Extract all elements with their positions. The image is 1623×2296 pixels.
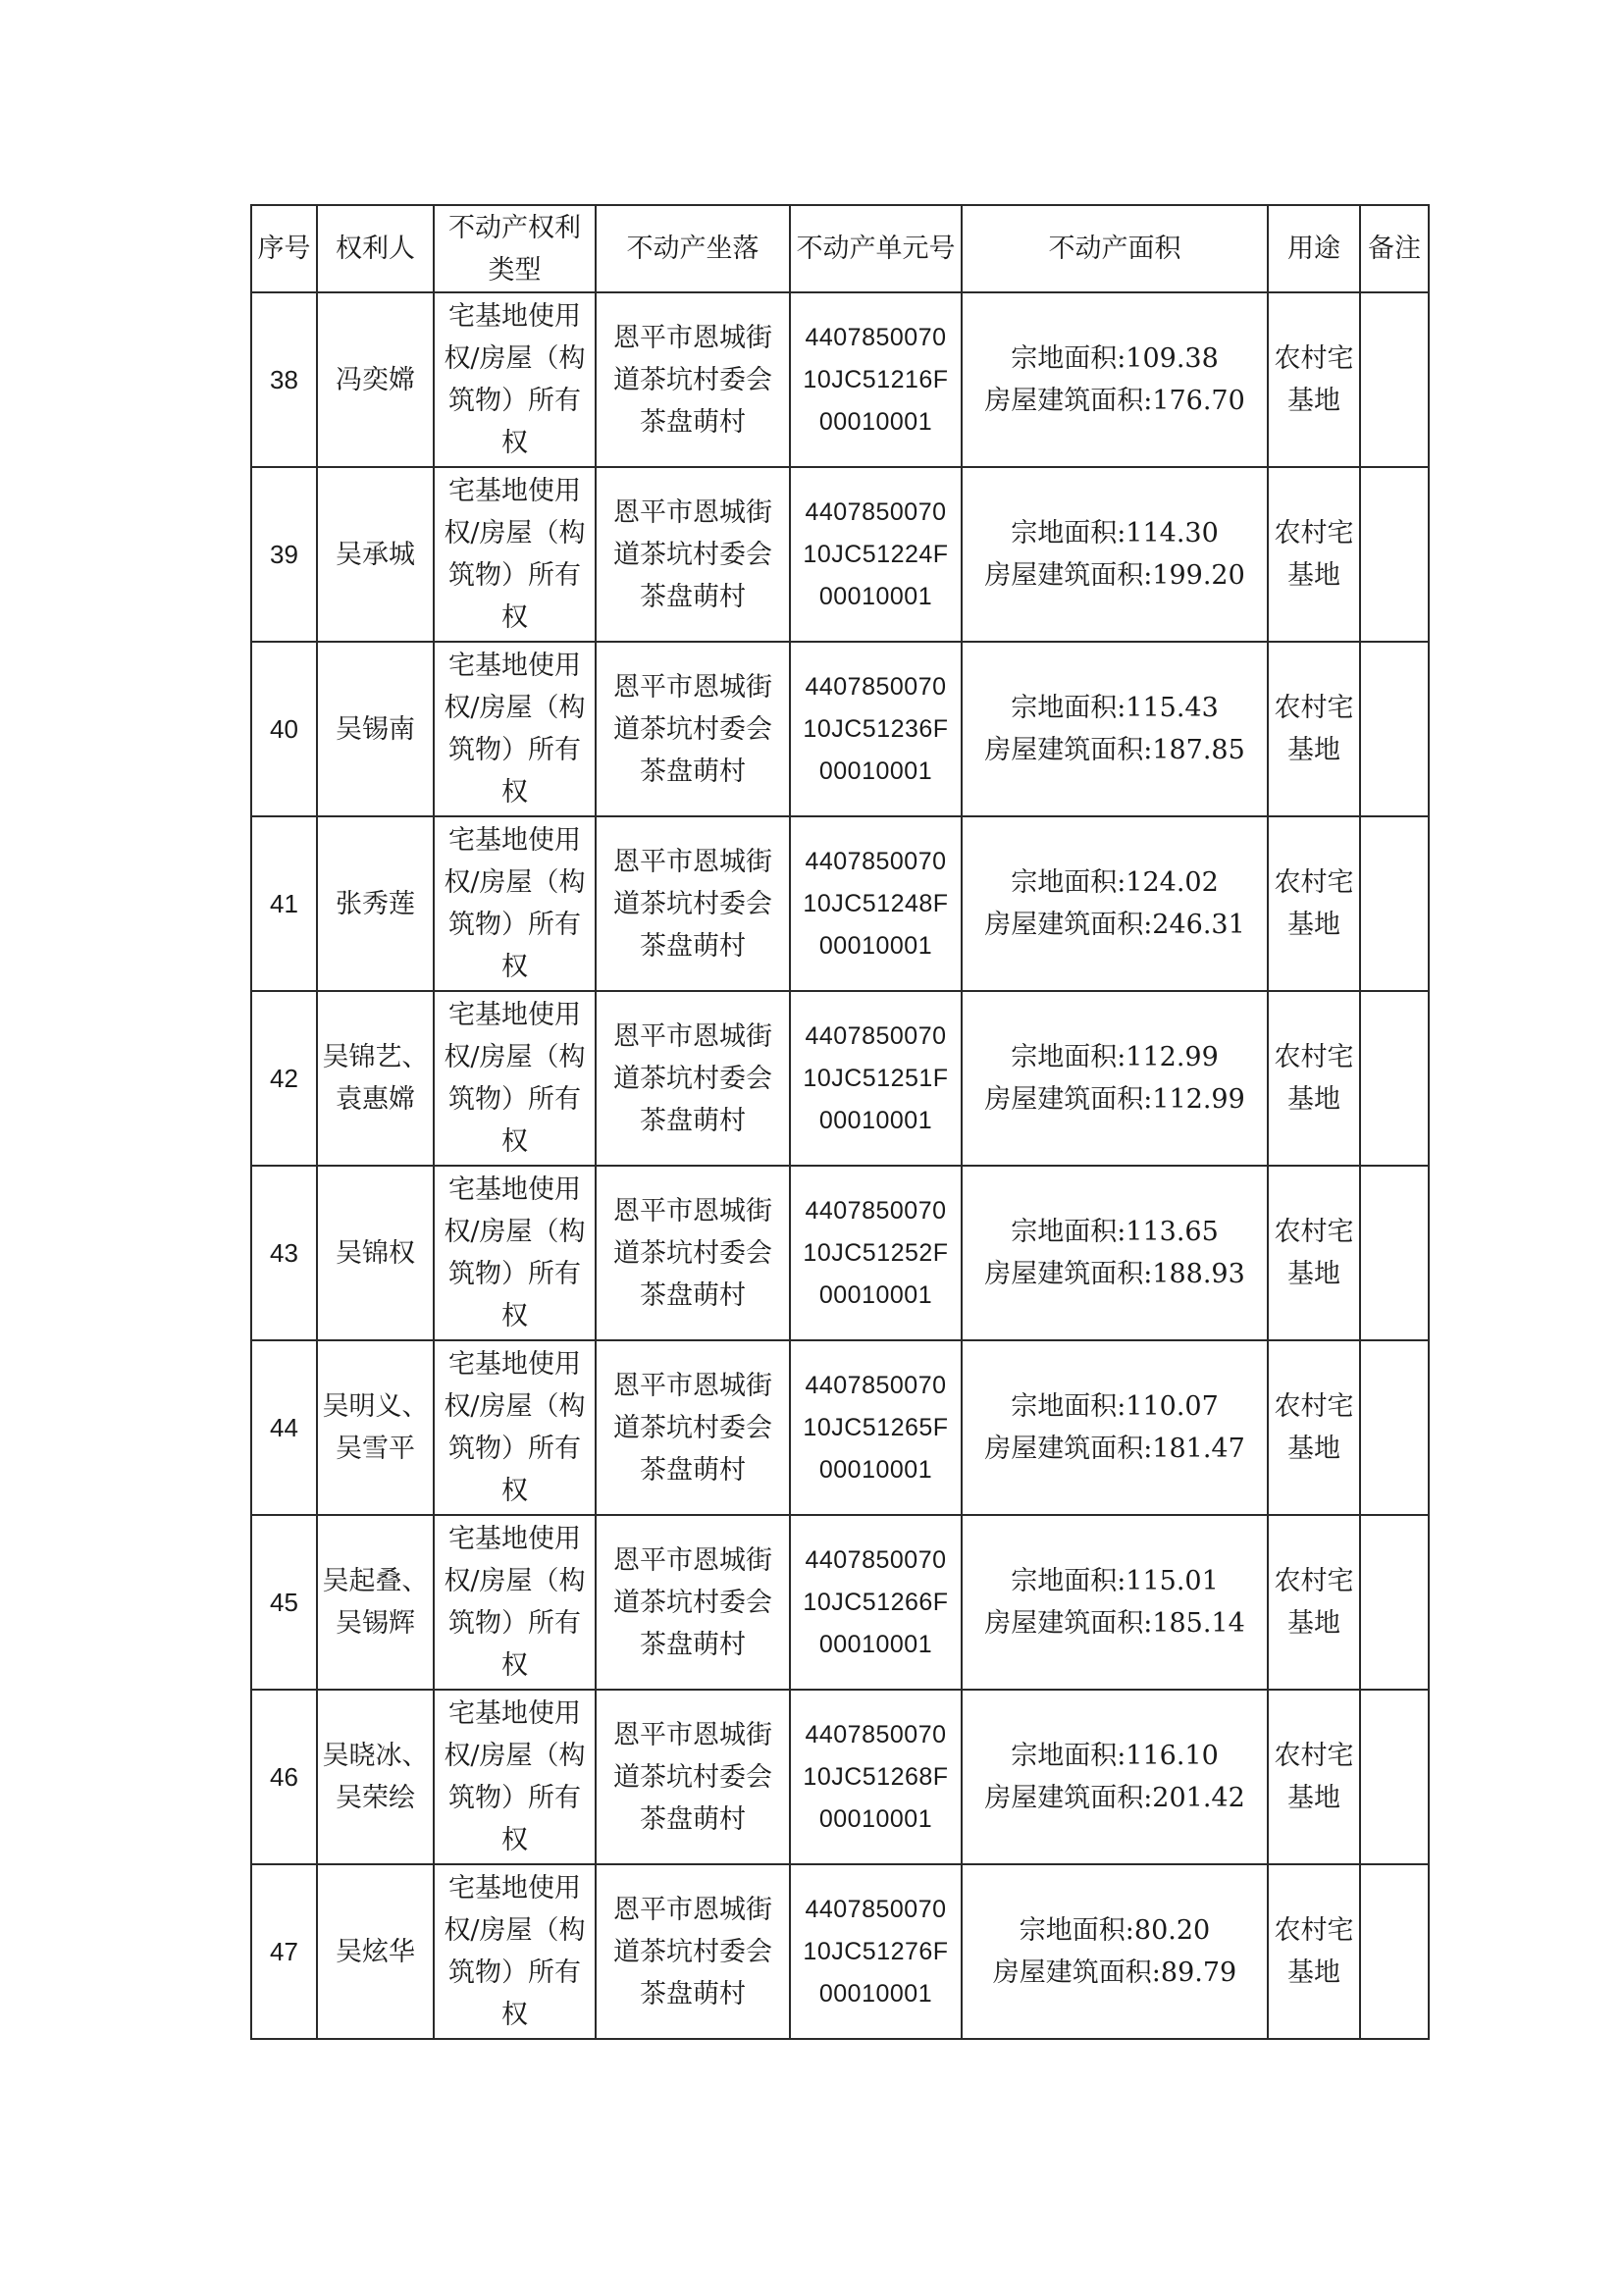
land-area: 宗地面积:110.07: [1011, 1391, 1219, 1422]
land-area: 宗地面积:115.43: [1011, 693, 1219, 723]
seq-number: 43: [270, 1237, 298, 1268]
cell-right-type: 宅基地使用权/房屋（构筑物）所有权: [434, 816, 596, 991]
cell-location: 恩平市恩城街道茶坑村委会茶盘萌村: [596, 292, 790, 467]
cell-right-type: 宅基地使用权/房屋（构筑物）所有权: [434, 292, 596, 467]
cell-usage: 农村宅基地: [1268, 1340, 1360, 1515]
cell-note: [1360, 1515, 1429, 1690]
cell-location: 恩平市恩城街道茶坑村委会茶盘萌村: [596, 1166, 790, 1340]
seq-number: 42: [270, 1063, 298, 1093]
cell-usage: 农村宅基地: [1268, 292, 1360, 467]
unit-no-line: 4407850070: [805, 847, 947, 875]
property-registration-table: [250, 204, 1430, 2040]
cell-area: [962, 467, 1268, 642]
land-area: 宗地面积:124.02: [1011, 867, 1219, 898]
cell-seq: [251, 467, 317, 642]
unit-no-line: 10JC51248F: [803, 889, 949, 917]
cell-unit-no: [790, 991, 962, 1166]
cell-area: [962, 292, 1268, 467]
building-area: 房屋建筑面积:188.93: [984, 1259, 1245, 1289]
unit-no-line: 10JC51276F: [803, 1937, 949, 1965]
unit-no-line: 4407850070: [805, 1545, 947, 1574]
unit-no-line: 00010001: [818, 1455, 933, 1484]
building-area: 房屋建筑面积:89.79: [992, 1957, 1237, 1988]
header-owner: 权利人: [317, 205, 434, 292]
unit-no-line: 10JC51216F: [803, 365, 949, 393]
unit-no-line: 4407850070: [805, 497, 947, 526]
land-area: 宗地面积:113.65: [1011, 1217, 1219, 1247]
cell-location: 恩平市恩城街道茶坑村委会茶盘萌村: [596, 816, 790, 991]
land-area: 宗地面积:115.01: [1011, 1566, 1219, 1596]
land-area: 宗地面积:114.30: [1011, 518, 1219, 548]
cell-owner: 张秀莲: [317, 816, 434, 991]
unit-no-line: 4407850070: [805, 1371, 947, 1399]
cell-note: [1360, 642, 1429, 816]
unit-no-line: 00010001: [818, 582, 933, 610]
land-area: 宗地面积:80.20: [1019, 1915, 1211, 1946]
unit-no-line: 10JC51268F: [803, 1762, 949, 1791]
cell-note: [1360, 1340, 1429, 1515]
table-row: [251, 1864, 1429, 2039]
header-seq: 序号: [251, 205, 317, 292]
cell-unit-no: [790, 1690, 962, 1864]
building-area: 房屋建筑面积:199.20: [984, 560, 1245, 591]
cell-location: 恩平市恩城街道茶坑村委会茶盘萌村: [596, 1340, 790, 1515]
table-row: [251, 991, 1429, 1166]
cell-seq: [251, 991, 317, 1166]
seq-number: 41: [270, 888, 298, 918]
unit-no-line: 4407850070: [805, 1720, 947, 1748]
cell-owner: 吴起叠、吴锡辉: [317, 1515, 434, 1690]
cell-right-type: 宅基地使用权/房屋（构筑物）所有权: [434, 642, 596, 816]
cell-usage: 农村宅基地: [1268, 1515, 1360, 1690]
cell-usage: 农村宅基地: [1268, 467, 1360, 642]
table-row: [251, 1340, 1429, 1515]
building-area: 房屋建筑面积:185.14: [984, 1608, 1245, 1639]
table-body: [251, 292, 1429, 2039]
cell-seq: [251, 292, 317, 467]
land-area: 宗地面积:116.10: [1011, 1741, 1219, 1771]
unit-no-line: 4407850070: [805, 1895, 947, 1923]
cell-area: [962, 1864, 1268, 2039]
cell-owner: 吴锦艺、袁惠嫦: [317, 991, 434, 1166]
cell-seq: [251, 816, 317, 991]
unit-no-line: 10JC51251F: [803, 1064, 949, 1092]
unit-no-line: 4407850070: [805, 1196, 947, 1225]
cell-right-type: 宅基地使用权/房屋（构筑物）所有权: [434, 991, 596, 1166]
cell-note: [1360, 1864, 1429, 2039]
seq-number: 44: [270, 1412, 298, 1442]
cell-location: 恩平市恩城街道茶坑村委会茶盘萌村: [596, 1864, 790, 2039]
cell-unit-no: [790, 1340, 962, 1515]
cell-owner: 冯奕嫦: [317, 292, 434, 467]
table-row: [251, 1690, 1429, 1864]
cell-owner: 吴炫华: [317, 1864, 434, 2039]
cell-note: [1360, 991, 1429, 1166]
unit-no-line: 10JC51224F: [803, 540, 949, 568]
cell-unit-no: [790, 1515, 962, 1690]
table-header-row: [251, 205, 1429, 292]
unit-no-line: 10JC51266F: [803, 1588, 949, 1616]
cell-owner: 吴晓冰、吴荣绘: [317, 1690, 434, 1864]
header-unit-no: 不动产单元号: [790, 205, 962, 292]
unit-no-line: 10JC51265F: [803, 1413, 949, 1441]
table-row: [251, 467, 1429, 642]
cell-area: [962, 642, 1268, 816]
cell-note: [1360, 467, 1429, 642]
table-row: [251, 1166, 1429, 1340]
seq-number: 40: [270, 713, 298, 744]
cell-seq: [251, 1690, 317, 1864]
cell-right-type: 宅基地使用权/房屋（构筑物）所有权: [434, 1515, 596, 1690]
cell-location: 恩平市恩城街道茶坑村委会茶盘萌村: [596, 467, 790, 642]
seq-number: 47: [270, 1936, 298, 1966]
cell-right-type: 宅基地使用权/房屋（构筑物）所有权: [434, 1340, 596, 1515]
table-row: [251, 816, 1429, 991]
header-note: 备注: [1360, 205, 1429, 292]
unit-no-line: 4407850070: [805, 672, 947, 701]
header-location: 不动产坐落: [596, 205, 790, 292]
land-area: 宗地面积:112.99: [1011, 1042, 1219, 1072]
cell-unit-no: [790, 292, 962, 467]
cell-seq: [251, 1340, 317, 1515]
building-area: 房屋建筑面积:187.85: [984, 735, 1245, 765]
cell-area: [962, 1515, 1268, 1690]
cell-usage: 农村宅基地: [1268, 816, 1360, 991]
unit-no-line: 4407850070: [805, 1021, 947, 1050]
header-right-type: 不动产权利类型: [434, 205, 596, 292]
unit-no-line: 4407850070: [805, 323, 947, 351]
cell-usage: 农村宅基地: [1268, 1166, 1360, 1340]
building-area: 房屋建筑面积:176.70: [984, 386, 1245, 416]
cell-usage: 农村宅基地: [1268, 1690, 1360, 1864]
cell-note: [1360, 1166, 1429, 1340]
unit-no-line: 00010001: [818, 1106, 933, 1134]
unit-no-line: 00010001: [818, 407, 933, 436]
table-row: [251, 1515, 1429, 1690]
cell-area: [962, 1690, 1268, 1864]
cell-location: 恩平市恩城街道茶坑村委会茶盘萌村: [596, 1690, 790, 1864]
seq-number: 39: [270, 539, 298, 569]
unit-no-line: 00010001: [818, 1979, 933, 2008]
seq-number: 46: [270, 1761, 298, 1792]
cell-right-type: 宅基地使用权/房屋（构筑物）所有权: [434, 1864, 596, 2039]
cell-owner: 吴明义、吴雪平: [317, 1340, 434, 1515]
table-row: [251, 642, 1429, 816]
cell-right-type: 宅基地使用权/房屋（构筑物）所有权: [434, 1166, 596, 1340]
unit-no-line: 00010001: [818, 1630, 933, 1658]
cell-usage: 农村宅基地: [1268, 1864, 1360, 2039]
cell-unit-no: [790, 816, 962, 991]
cell-seq: [251, 1864, 317, 2039]
cell-seq: [251, 1166, 317, 1340]
land-area: 宗地面积:109.38: [1011, 343, 1219, 374]
cell-unit-no: [790, 642, 962, 816]
table-row: [251, 292, 1429, 467]
cell-unit-no: [790, 1864, 962, 2039]
cell-right-type: 宅基地使用权/房屋（构筑物）所有权: [434, 467, 596, 642]
unit-no-line: 00010001: [818, 757, 933, 785]
cell-note: [1360, 816, 1429, 991]
building-area: 房屋建筑面积:181.47: [984, 1434, 1245, 1464]
unit-no-line: 00010001: [818, 1804, 933, 1833]
cell-note: [1360, 292, 1429, 467]
cell-area: [962, 1166, 1268, 1340]
cell-seq: [251, 1515, 317, 1690]
cell-seq: [251, 642, 317, 816]
building-area: 房屋建筑面积:112.99: [984, 1084, 1245, 1115]
cell-owner: 吴承城: [317, 467, 434, 642]
cell-usage: 农村宅基地: [1268, 991, 1360, 1166]
unit-no-line: 00010001: [818, 1280, 933, 1309]
cell-area: [962, 816, 1268, 991]
building-area: 房屋建筑面积:201.42: [984, 1783, 1245, 1813]
unit-no-line: 00010001: [818, 931, 933, 960]
cell-area: [962, 1340, 1268, 1515]
header-usage: 用途: [1268, 205, 1360, 292]
building-area: 房屋建筑面积:246.31: [984, 910, 1245, 940]
unit-no-line: 10JC51236F: [803, 714, 949, 743]
cell-usage: 农村宅基地: [1268, 642, 1360, 816]
seq-number: 38: [270, 364, 298, 394]
cell-location: 恩平市恩城街道茶坑村委会茶盘萌村: [596, 642, 790, 816]
cell-location: 恩平市恩城街道茶坑村委会茶盘萌村: [596, 1515, 790, 1690]
header-area: 不动产面积: [962, 205, 1268, 292]
cell-unit-no: [790, 1166, 962, 1340]
seq-number: 45: [270, 1587, 298, 1617]
cell-right-type: 宅基地使用权/房屋（构筑物）所有权: [434, 1690, 596, 1864]
cell-location: 恩平市恩城街道茶坑村委会茶盘萌村: [596, 991, 790, 1166]
cell-note: [1360, 1690, 1429, 1864]
cell-unit-no: [790, 467, 962, 642]
unit-no-line: 10JC51252F: [803, 1238, 949, 1267]
cell-area: [962, 991, 1268, 1166]
cell-owner: 吴锦权: [317, 1166, 434, 1340]
cell-owner: 吴锡南: [317, 642, 434, 816]
